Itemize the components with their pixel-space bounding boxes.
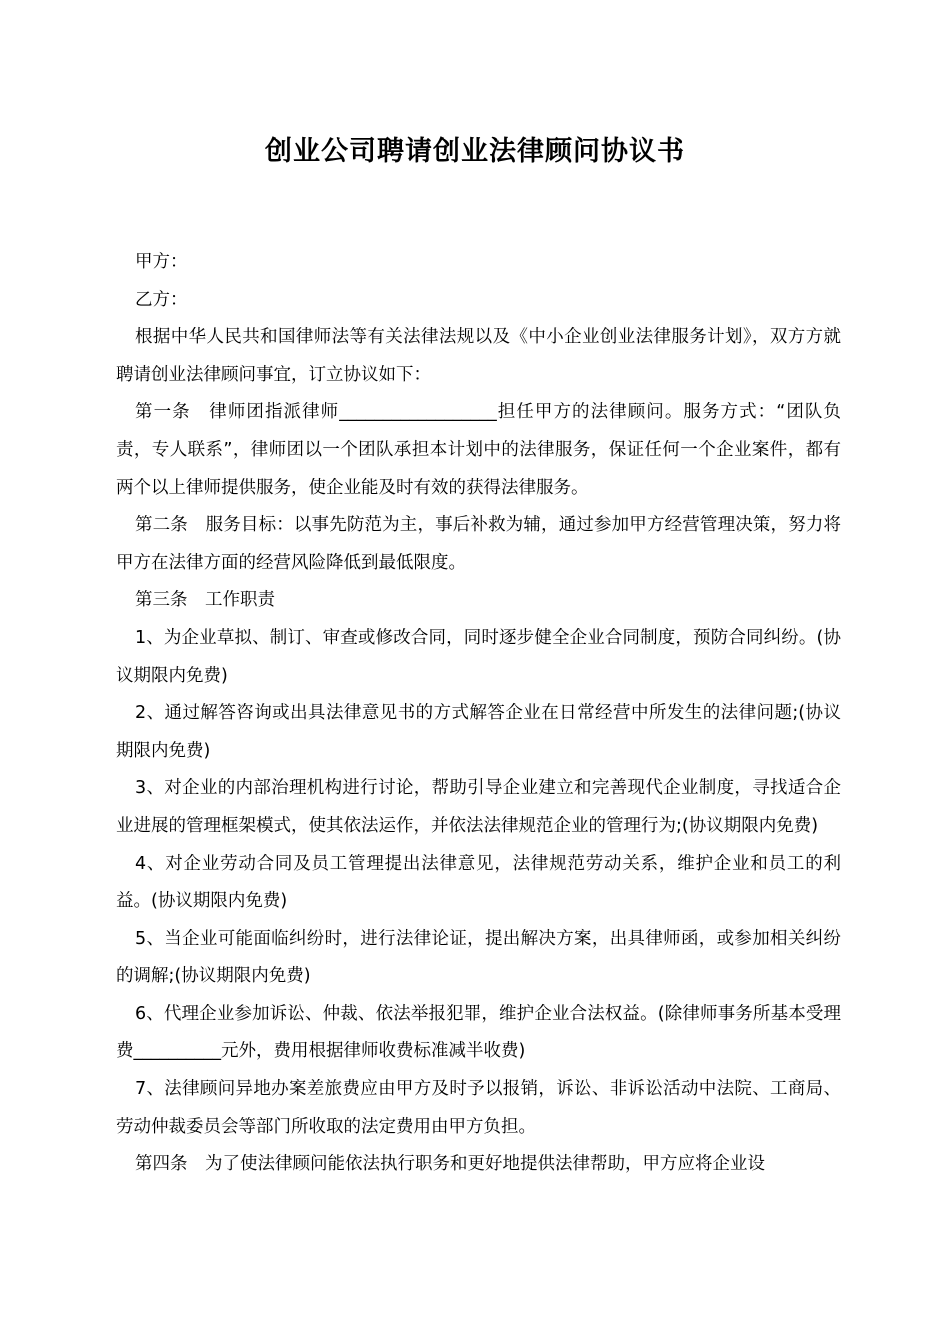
duty-item-1: 1、为企业草拟、制订、审查或修改合同，同时逐步健全企业合同制度，预防合同纠纷。(协议期限内免费) [116,627,841,686]
article-1-paragraph: 第一条 律师团指派律师__________________担任甲方的法律顾问。服务方式：“团队负责，专人联系”，律师团以一个团队承担本计划中的法律服务，保证任何一个企业案件，都有两个以上律师提供服务，使企业能及时有效的获得法律服务。 [116,402,841,498]
duty-item-5: 5、当企业可能面临纠纷时，进行法律论证，提出解决方案，出具律师函，或参加相关纠纷的调解;(协议期限内免费) [116,928,841,987]
document-body [116,244,841,1184]
article-4-paragraph: 第四条 为了使法律顾问能依法执行职务和更好地提供法律帮助，甲方应将企业设 [135,1154,765,1175]
article-3-heading: 第三条 工作职责 [135,590,275,611]
duty-item-3: 3、对企业的内部治理机构进行讨论，帮助引导企业建立和完善现代企业制度，寻找适合企业进展的管理框架模式，使其依法运作，并依法法律规范企业的管理行为;(协议期限内免费) [116,778,841,836]
document-title: 创业公司聘请创业法律顾问协议书 [265,136,685,167]
duty-item-4: 4、对企业劳动合同及员工管理提出法律意见，法律规范劳动关系，维护企业和员工的利益。(协议期限内免费) [116,853,841,912]
duty-item-2: 2、通过解答咨询或出具法律意见书的方式解答企业在日常经营中所发生的法律问题;(协议期限内免费) [116,703,841,761]
article-2-paragraph: 第二条 服务目标：以事先防范为主，事后补救为辅，通过参加甲方经营管理决策，努力将甲方在法律方面的经营风险降低到最低限度。 [116,515,841,573]
duty-item-7: 7、法律顾问异地办案差旅费应由甲方及时予以报销，诉讼、非诉讼活动中法院、工商局、劳动仲裁委员会等部门所收取的法定费用由甲方负担。 [116,1079,841,1137]
party-b-line: 乙方： [135,289,188,310]
duty-item-6: 6、代理企业参加诉讼、仲裁、依法举报犯罪，维护企业合法权益。(除律师事务所基本受理费__________元外，费用根据律师收费标准减半收费) [116,1003,841,1062]
preamble-paragraph: 根据中华人民共和国律师法等有关法律法规以及《中小企业创业法律服务计划》，双方方就聘请创业法律顾问事宜，订立协议如下： [116,327,841,385]
party-a-line: 甲方： [135,252,188,272]
